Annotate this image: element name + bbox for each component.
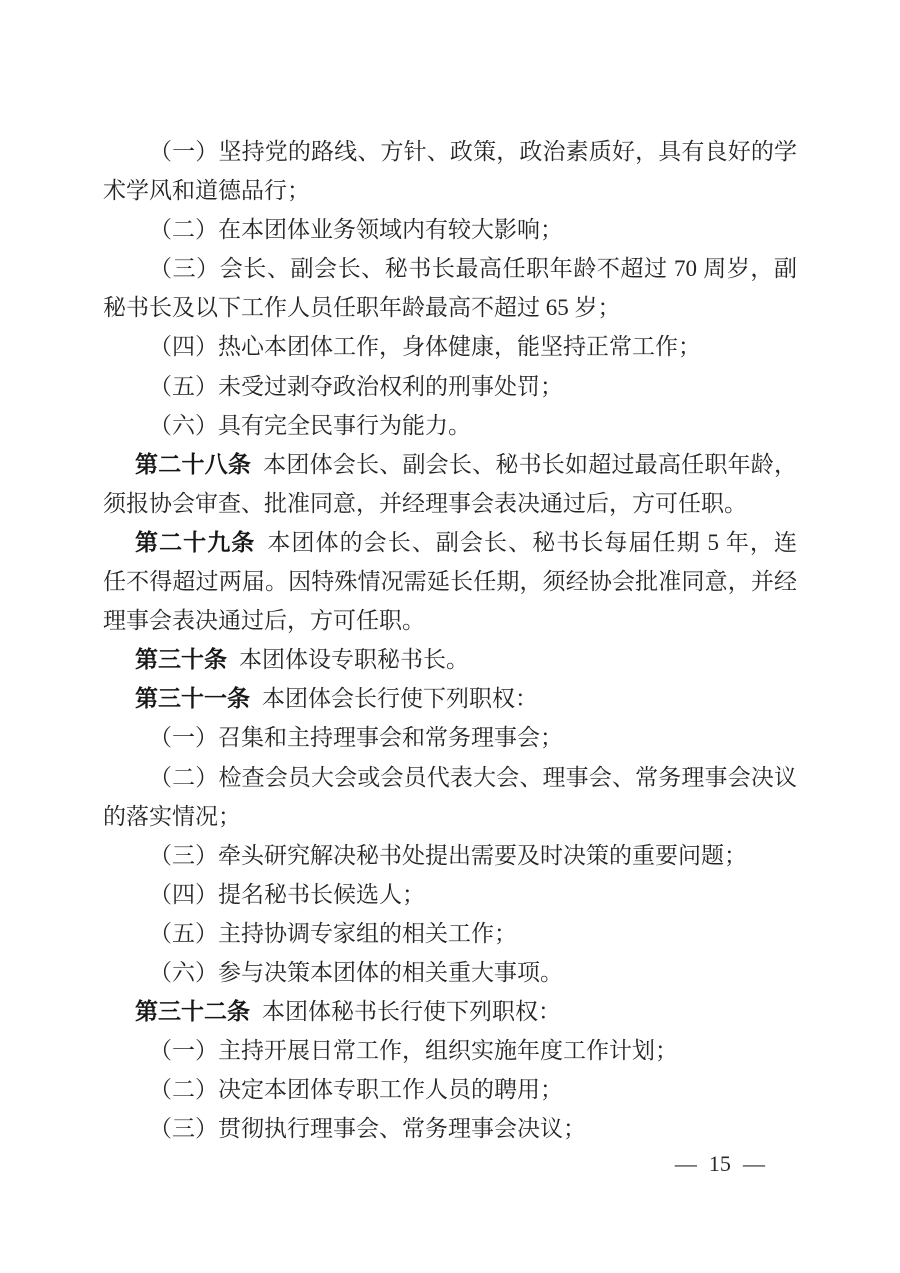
line-text: （三）牵头研究解决秘书处提出需要及时决策的重要问题； bbox=[149, 842, 747, 868]
line-text: （一）坚持党的路线、方针、政策，政治素质好，具有良好的学 bbox=[149, 139, 797, 164]
line-text: 本团体的会长、副会长、秘书长每届任期 5 年，连 bbox=[267, 529, 798, 555]
body-line bbox=[103, 1031, 797, 1070]
body-line bbox=[103, 132, 797, 171]
article-heading: 第三十二条 bbox=[135, 998, 250, 1025]
body-line bbox=[103, 562, 797, 601]
footer-dash-left: — bbox=[674, 1151, 697, 1176]
article-line bbox=[103, 523, 797, 562]
body-line bbox=[103, 758, 797, 797]
body-line bbox=[103, 914, 797, 953]
article-heading: 第二十八条 bbox=[135, 450, 252, 477]
body-line bbox=[103, 367, 797, 406]
document-body bbox=[103, 132, 797, 1148]
body-line bbox=[103, 1109, 797, 1148]
page-number: 15 bbox=[708, 1151, 731, 1176]
line-text: 的落实情况； bbox=[103, 803, 241, 829]
body-line bbox=[103, 288, 797, 327]
line-text: 理事会表决通过后，方可任职。 bbox=[103, 608, 425, 634]
line-text: （四）提名秘书长候选人； bbox=[149, 881, 425, 907]
line-text: 秘书长及以下工作人员任职年龄最高不超过 65 岁； bbox=[103, 295, 621, 321]
article-heading: 第二十九条 bbox=[135, 528, 256, 555]
article-line bbox=[103, 640, 797, 679]
body-line bbox=[103, 249, 797, 288]
line-text: （一）召集和主持理事会和常务理事会； bbox=[149, 725, 563, 751]
article-line bbox=[103, 679, 797, 718]
line-text: 任不得超过两届。因特殊情况需延长任期，须经协会批准同意，并经 bbox=[103, 569, 797, 595]
line-text: 术学风和道德品行； bbox=[103, 178, 310, 204]
body-line bbox=[103, 836, 797, 875]
body-line bbox=[103, 875, 797, 914]
body-line bbox=[103, 406, 797, 445]
line-text: （二）检查会员大会或会员代表大会、理事会、常务理事会决议 bbox=[149, 764, 797, 790]
body-line bbox=[103, 718, 797, 757]
body-line bbox=[103, 1070, 797, 1109]
line-text: 本团体会长、副会长、秘书长如超过最高任职年龄， bbox=[263, 451, 798, 477]
line-text: （六）具有完全民事行为能力。 bbox=[149, 412, 471, 438]
article-heading: 第三十一条 bbox=[135, 685, 250, 712]
article-heading: 第三十条 bbox=[135, 646, 227, 673]
line-text: 本团体会长行使下列职权： bbox=[262, 686, 538, 712]
line-text: 须报协会审查、批准同意，并经理事会表决通过后，方可任职。 bbox=[103, 490, 747, 516]
line-text: （五）主持协调专家组的相关工作； bbox=[149, 920, 517, 946]
body-line bbox=[103, 484, 797, 523]
body-line bbox=[103, 210, 797, 249]
line-text: （五）未受过剥夺政治权利的刑事处罚； bbox=[149, 373, 563, 399]
line-text: （二）在本团体业务领域内有较大影响； bbox=[149, 217, 563, 243]
line-text: （三）会长、副会长、秘书长最高任职年龄不超过 70 周岁，副 bbox=[149, 256, 797, 282]
body-line bbox=[103, 953, 797, 992]
body-line bbox=[103, 171, 797, 210]
footer-dash-right: — bbox=[743, 1151, 765, 1176]
body-line bbox=[103, 601, 797, 640]
line-text: （二）决定本团体专职工作人员的聘用； bbox=[149, 1077, 563, 1103]
article-line bbox=[103, 445, 797, 484]
line-text: （六）参与决策本团体的相关重大事项。 bbox=[149, 959, 563, 985]
body-line bbox=[103, 797, 797, 836]
page-footer bbox=[675, 1150, 765, 1178]
line-text: （一）主持开展日常工作，组织实施年度工作计划； bbox=[149, 1038, 678, 1064]
line-text: （三）贯彻执行理事会、常务理事会决议； bbox=[149, 1116, 586, 1142]
line-text: 本团体秘书长行使下列职权： bbox=[262, 999, 561, 1025]
body-line bbox=[103, 327, 797, 366]
article-line bbox=[103, 992, 797, 1031]
line-text: （四）热心本团体工作，身体健康，能坚持正常工作； bbox=[149, 334, 701, 360]
line-text: 本团体设专职秘书长。 bbox=[239, 647, 469, 673]
